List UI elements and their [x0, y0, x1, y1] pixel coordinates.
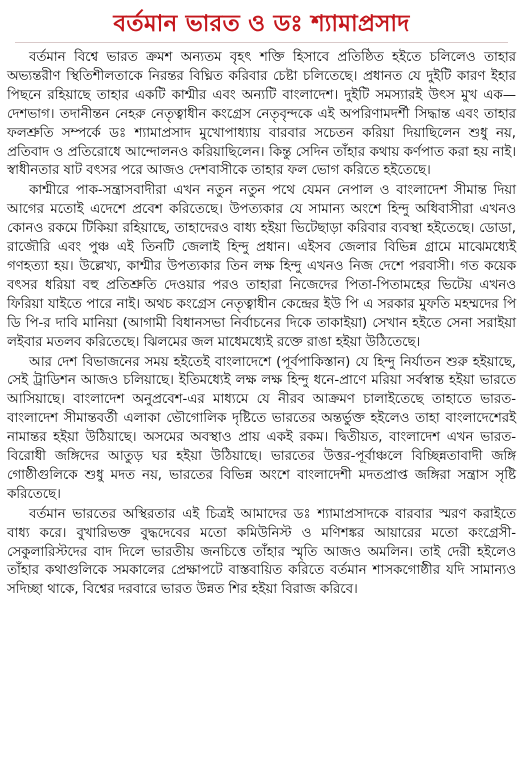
paragraph-1: বর্তমান বিশ্বে ভারত ক্রমশ অন্যতম বৃহৎ শক্তি হিসাবে প্রতিষ্ঠিত হইতে চলিলেও তাহার অভ্যন্তরীণ স্থিতিশীলতাকে নিরন্তর বিঘ্নিত করিবার চেষ্টা চলিতেছে। প্রধানত যে দুইটি কারণ ইহার পিছনে রহিয়াছে তাহার একটি কাশ্মীর এবং অন্যটি বাংলাদেশ। দুইটি সমস্যারই উৎস মুখ এক—দেশভাগ। তদানীন্তন নেহরু নেতৃত্বাধীন কংগ্রেস নেতৃবৃন্দকে এই অপরিণামদর্শী সিদ্ধান্ত এবং তাহার ফলশ্রুতি সম্পর্কে ডঃ শ্যামাপ্রসাদ মুখোপাধ্যায় বারবার সচেতন করিয়া দিয়াছিলেন শুধু নয়, প্রতিবাদ ও প্রতিরোধে আন্দোলনও করিয়াছিলেন। কিন্তু সেদিন তাঁহার কথায় কর্ণপাত করা হয় নাই। স্বাধীনতার ষাট বৎসর পরে আজও দেশবাসীকে তাহার ফল ভোগ করিতে হইতেছে।: [7, 50, 516, 179]
article-title: বর্তমান ভারত ও ডঃ শ্যামাপ্রসাদ: [113, 9, 410, 37]
article-body: [7, 49, 516, 600]
paragraph-4: বর্তমান ভারতের অস্থিরতার এই চিত্রই আমাদের ডঃ শ্যামাপ্রসাদকে বারবার স্মরণ করাইতে বাধ্য করে। বুখারিভক্ত বুদ্ধদেবের মতো কমিউনিস্ট ও মণিশঙ্কর আয়ারের মতো কংগ্রেসী-সেকুলারিস্টদের বাদ দিলে ভারতীয় জনচিত্তে তাঁহার স্মৃতি আজও অমলিন। তাই দেরী হইলেও তাঁহার কথাগুলিকে সমকালের প্রেক্ষাপটে বাস্তবায়িত করিতে বর্তমান শাসকগোষ্ঠীর যদি সামান্যও সদিচ্ছা থাকে, বিশ্বের দরবারে ভারত উন্নত শির হইয়া বিরাজ করিবে।: [7, 506, 516, 598]
paragraph-3: আর দেশ বিভাজনের সময় হইতেই বাংলাদেশে (পূর্বপাকিস্তান) যে হিন্দু নির্যাতন শুরু হইয়াছে, সেই ট্রাডিশন আজও চলিয়াছে। ইতিমধ্যেই লক্ষ লক্ষ হিন্দু ধনে-প্রাণে মরিয়া সর্বস্বান্ত হইয়া ভারতে আসিয়াছে। বাংলাদেশ অনুপ্রবেশ-এর মাধ্যমে যে নীরব আক্রমণ চালাইতেছে তাহাতে ভারত-বাংলাদেশ সীমান্তবর্তী এলাকা ভৌগোলিক দৃষ্টিতে ভারতের অন্তর্ভুক্ত হইলেও তাহা বাংলাদেশেরই নামান্তর হইয়া উঠিয়াছে। অসমের অবস্থাও প্রায় একই রকম। দ্বিতীয়ত, বাংলাদেশ এখন ভারত-বিরোধী জঙ্গিদের আতুড় ঘর হইয়া উঠিয়াছে। ভারতের উত্তর-পূর্বাঞ্চলে বিচ্ছিন্নতাবাদী জঙ্গি গোষ্ঠীগুলিকে শুধু মদত নয়, ভারতের বিভিন্ন অংশে বাংলাদেশী মদতপ্রাপ্ত জঙ্গিরা সন্ত্রাস সৃষ্টি করিতেছে।: [7, 354, 516, 502]
title-banner: [15, 6, 508, 43]
paragraph-2: কাশ্মীরে পাক-সন্ত্রাসবাদীরা এখন নতুন নতুন পথে যেমন নেপাল ও বাংলাদেশ সীমান্ত দিয়া আগের মতোই এদেশে প্রবেশ করিতেছে। উপত্যকার যে সামান্য অংশে হিন্দু অধিবাসীরা এখনও কোনও রকমে টিকিয়া রহিয়াছে, তাহাদেরও বাধ্য হইয়া ভিটেছাড়া করিবার ব্যবস্থা হইতেছে। ডোডা, রাজৌরি এবং পুঞ্চ এই তিনটি জেলাই হিন্দু প্রধান। এইসব জেলার বিভিন্ন গ্রামে মাঝেমধ্যেই গণহত্যা হয়। উল্লেখ্য, কাশ্মীর উপত্যকার তিন লক্ষ হিন্দু এখনও নিজ দেশে পরবাসী। গত কয়েক বৎসর ধরিয়া বহু প্রতিশ্রুতি দেওয়ার পরও তাহারা নিজেদের পিতা-পিতামহের ভিটেয় এখনও ফিরিয়া যাইতে পারে নাই। অথচ কংগ্রেস নেতৃত্বাধীন কেন্দ্রের ইউ পি এ সরকার মুফতি মহম্মদের পি ডি পি-র দাবি মানিয়া (আগামী বিধানসভা নির্বাচনের দিকে তাকাইয়া) সেখান হইতে সেনা সরাইয়া লইবার মতলব করিতেছে। ঝিলমের জল মাধেমধ্যেই রক্তে রাঙা হইয়া উঠিতেছে।: [7, 183, 516, 350]
